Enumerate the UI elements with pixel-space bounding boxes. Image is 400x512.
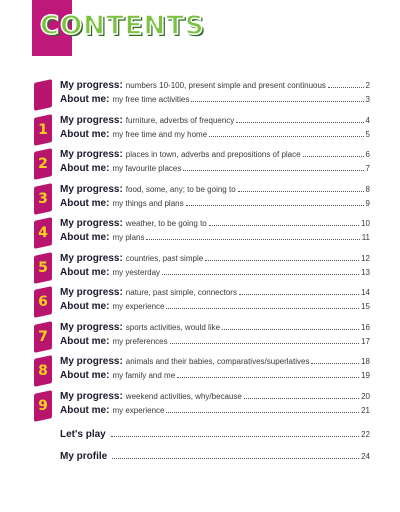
page-number: 11 [361, 233, 370, 242]
leader-dots [239, 294, 359, 295]
leader-dots [222, 329, 359, 330]
contents-entry[interactable] [60, 287, 370, 300]
entry-label: About me: [60, 128, 110, 140]
contents-entry[interactable] [60, 149, 370, 162]
page-number: 21 [361, 405, 370, 415]
unit-number: 4 [38, 225, 48, 241]
page-number: 2 [365, 81, 370, 90]
leader-dots [170, 343, 360, 344]
entry-label: About me: [60, 266, 110, 278]
page-number: 17 [361, 336, 370, 346]
entry-topic: my favourite places [112, 164, 182, 173]
entry-topic: furniture, adverbs of frequency [125, 115, 235, 125]
contents-entry[interactable] [60, 218, 370, 231]
leader-dots [112, 458, 359, 459]
leader-dots [209, 136, 363, 137]
contents-entry[interactable] [60, 322, 370, 335]
entry-label: About me: [60, 404, 110, 416]
leader-dots [236, 122, 363, 123]
entry-label: My progress: [60, 114, 123, 126]
entry-label: Let's play [60, 429, 106, 440]
leader-dots [328, 87, 364, 88]
contents-entry[interactable] [60, 198, 370, 211]
entry-label: My progress: [60, 252, 123, 264]
contents-entry[interactable] [60, 94, 370, 107]
entry-topic: my plans [112, 233, 145, 242]
entry-label: My progress: [60, 287, 123, 298]
contents-entry[interactable] [60, 80, 370, 93]
entry-topic: food, some, any; to be going to [125, 184, 236, 194]
contents-entry[interactable] [60, 429, 370, 442]
entry-topic: my experience [112, 405, 165, 415]
unit-number: 8 [38, 363, 48, 379]
contents-entry[interactable] [60, 232, 370, 245]
entry-topic: my free time and my home [112, 129, 208, 139]
page-number: 15 [361, 302, 370, 311]
unit-number: 2 [38, 156, 48, 172]
unit-number: 9 [38, 397, 48, 414]
entry-topic: my yesterday [112, 267, 161, 277]
contents-entry[interactable] [60, 405, 370, 418]
page-number: 24 [361, 452, 370, 461]
leader-dots [177, 377, 359, 378]
page-number: 18 [361, 357, 370, 366]
contents-entry[interactable] [60, 336, 370, 349]
page-number: 6 [365, 150, 370, 159]
page-number: 22 [361, 430, 370, 439]
contents-entry[interactable] [60, 370, 370, 383]
page-number: 8 [365, 184, 370, 194]
contents-entry[interactable] [60, 115, 370, 128]
leader-dots [183, 170, 363, 171]
entry-label: About me: [60, 163, 110, 174]
unit-number: 7 [38, 328, 48, 345]
leader-dots [244, 398, 359, 399]
entry-topic: sports activities, would like [125, 322, 221, 332]
entry-label: About me: [60, 197, 110, 209]
entry-topic: countries, past simple [125, 253, 204, 263]
page-number: 9 [365, 198, 370, 208]
entry-topic: numbers 10-100, present simple and present continuous [125, 81, 326, 90]
entry-topic: my free time activities [112, 95, 190, 104]
page-number: 10 [361, 219, 370, 228]
page-number: 4 [365, 115, 370, 125]
entry-topic: nature, past simple, connectors [125, 288, 237, 297]
page-number: 5 [365, 129, 370, 139]
page-number: 3 [365, 95, 370, 104]
leader-dots [209, 225, 359, 226]
entry-label: My progress: [60, 356, 123, 367]
unit-number: 3 [38, 190, 48, 207]
contents-entry[interactable] [60, 391, 370, 404]
entry-label: About me: [60, 335, 110, 347]
page-number: 7 [365, 164, 370, 173]
entry-topic: places in town, adverbs and prepositions of place [125, 150, 301, 159]
contents-entry[interactable] [60, 301, 370, 314]
page-number: 19 [361, 371, 370, 380]
leader-dots [311, 363, 359, 364]
entry-topic: my preferences [112, 336, 168, 346]
entry-label: My profile [60, 451, 108, 462]
entry-label: About me: [60, 94, 110, 105]
entry-label: My progress: [60, 390, 123, 402]
page-number: 14 [361, 288, 370, 297]
leader-dots [191, 101, 363, 102]
contents-entry[interactable] [60, 356, 370, 369]
page-title: CONTENTS [40, 11, 205, 41]
entry-label: My progress: [60, 321, 123, 333]
page-number: 13 [361, 267, 370, 277]
leader-dots [303, 156, 364, 157]
entry-label: My progress: [60, 183, 123, 195]
unit-number [34, 81, 52, 109]
page-number: 20 [361, 391, 370, 401]
entry-label: My progress: [60, 218, 123, 229]
unit-number: 6 [38, 294, 48, 310]
entry-topic: animals and their babies, comparatives/superlatives [125, 357, 310, 366]
entry-label: About me: [60, 370, 110, 381]
leader-dots [186, 205, 364, 206]
entry-label: About me: [60, 232, 110, 243]
entry-topic: weather, to be going to [125, 219, 207, 228]
entry-topic: weekend activities, why/because [125, 391, 242, 401]
contents-entry[interactable] [60, 184, 370, 197]
leader-dots [162, 274, 359, 275]
leader-dots [238, 191, 364, 192]
page-number: 12 [361, 253, 370, 263]
entry-topic: my things and plans [112, 198, 184, 208]
contents-entry[interactable] [60, 451, 370, 464]
page-number: 16 [361, 322, 370, 332]
entry-topic: my family and me [112, 371, 176, 380]
leader-dots [205, 260, 359, 261]
entry-topic: my experience [112, 302, 165, 311]
leader-dots [111, 436, 359, 437]
contents-entry[interactable] [60, 253, 370, 266]
entry-label: My progress: [60, 80, 123, 91]
unit-number: 1 [38, 121, 48, 138]
unit-number: 5 [38, 259, 48, 276]
contents-entry[interactable] [60, 163, 370, 176]
leader-dots [166, 412, 359, 413]
entry-label: My progress: [60, 149, 123, 160]
leader-dots [146, 239, 359, 240]
contents-entry[interactable] [60, 129, 370, 142]
contents-entry[interactable] [60, 267, 370, 280]
entry-label: About me: [60, 301, 110, 312]
leader-dots [166, 308, 359, 309]
